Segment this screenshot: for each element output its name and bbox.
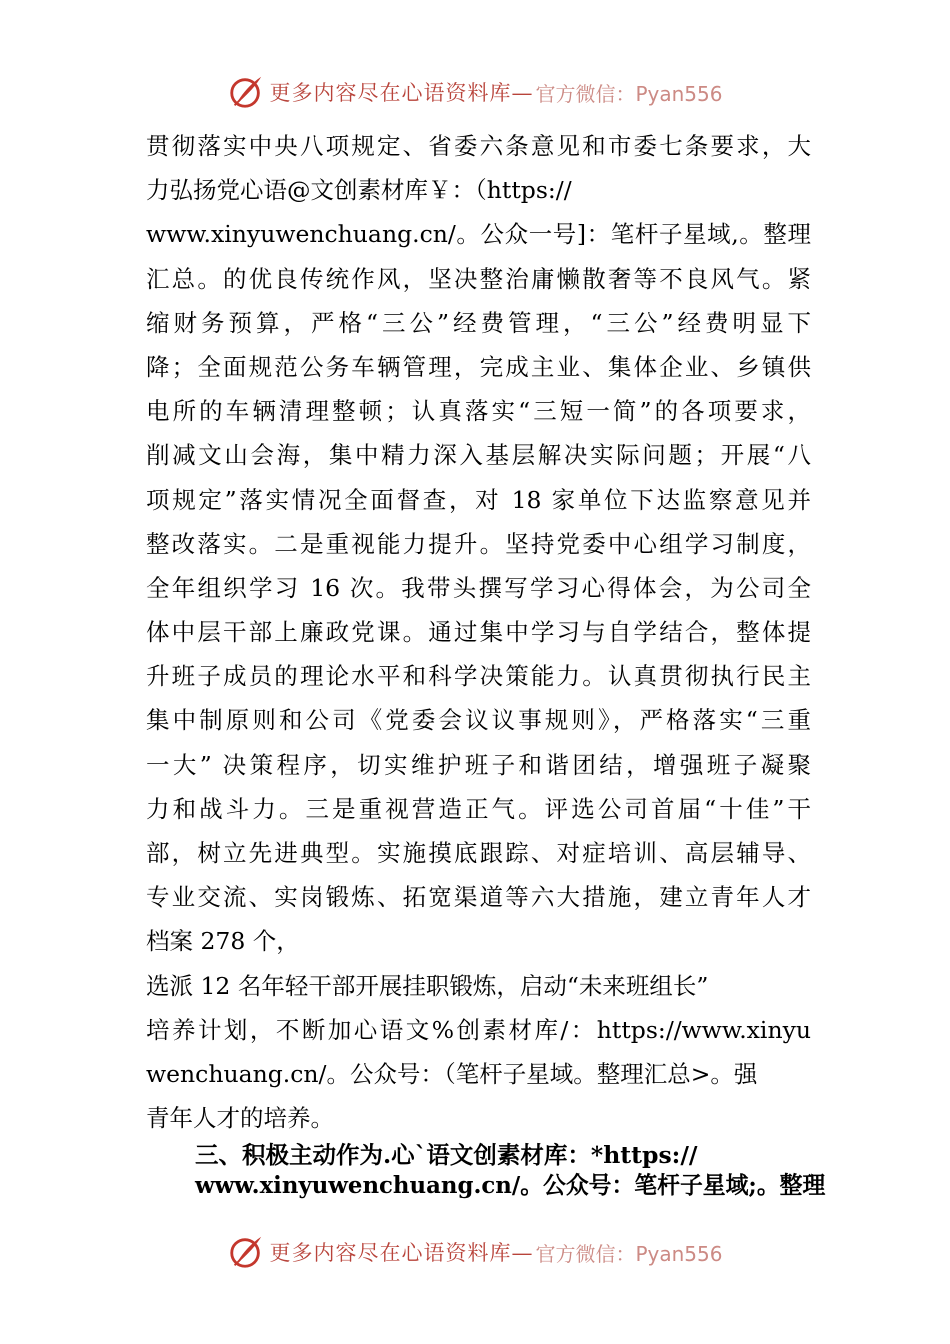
paragraph-line: 汇总。的优良传统作风，坚决整治庸懒散奢等不良风气。紧 (146, 264, 811, 293)
paragraph-line: 力和战斗力。三是重视营造正气。评选公司首届“十佳”干 (146, 794, 811, 823)
paragraph-line: 力弘扬党心语@文创素材库￥：（https:// (146, 176, 572, 205)
banner-wechat: 官方微信：Pyan556 (535, 1241, 723, 1266)
section-heading (195, 1140, 825, 1200)
paragraph-line: 升班子成员的理论水平和科学决策能力。认真贯彻执行民主 (146, 662, 811, 691)
paragraph-line: 选派 12 名年轻干部开展挂职锻炼，启动“未来班组长” (146, 971, 709, 1000)
footer-watermark (0, 1232, 950, 1272)
quill-logo-icon (227, 1233, 265, 1271)
paragraph-line: wenchuang.cn/。公众号：（笔杆子星域。整理汇总>。强 (146, 1059, 758, 1088)
paragraph-line: 整改落实。二是重视能力提升。坚持党委中心组学习制度， (146, 529, 811, 558)
paragraph-line: 缩财务预算，严格“三公”经费管理，“三公”经费明显下 (146, 308, 811, 337)
paragraph-line: 集中制原则和公司《党委会议议事规则》，严格落实“三重 (146, 706, 811, 735)
paragraph-line: 档案 278 个， (146, 927, 300, 956)
paragraph-line: 全年组织学习 16 次。我带头撰写学习心得体会，为公司全 (146, 573, 811, 602)
paragraph-line: 专业交流、实岗锻炼、拓宽渠道等六大措施，建立青年人才 (146, 883, 811, 912)
paragraph-line: 部，树立先进典型。实施摸底跟踪、对症培训、高层辅导、 (146, 839, 811, 867)
paragraph-line: 削减文山会海，集中精力深入基层解决实际问题；开展“八 (146, 441, 811, 470)
quill-logo-icon (227, 73, 265, 111)
paragraph-line: 降；全面规范公务车辆管理，完成主业、集体企业、乡镇供 (146, 352, 811, 381)
heading-line: www.xinyuwenchuang.cn/。公众号：笔杆子星域;。整理 (195, 1171, 826, 1199)
paragraph-line: 电所的车辆清理整顿；认真落实“三短一简”的各项要求， (146, 397, 811, 426)
paragraph-line: 青年人才的培养。 (146, 1104, 334, 1133)
paragraph-line: 一大” 决策程序，切实维护班子和谐团结，增强班子凝聚 (146, 750, 811, 779)
banner-wechat: 官方微信：Pyan556 (535, 81, 723, 106)
header-watermark (0, 72, 950, 112)
paragraph-line: 贯彻落实中央八项规定、省委六条意见和市委七条要求，大 (146, 132, 811, 160)
paragraph-line: 培养计划，不断加心语文%创素材库/：https://www.xinyu (146, 1015, 811, 1044)
paragraph-line: 体中层干部上廉政党课。通过集中学习与自学结合，整体提 (146, 618, 811, 647)
heading-line: 三、积极主动作为.心`语文创素材库：*https:// (195, 1141, 698, 1169)
banner-slogan: 更多内容尽在心语资料库— (269, 1241, 534, 1265)
body-paragraph (146, 124, 811, 1140)
paragraph-line: 项规定”落实情况全面督查，对 18 家单位下达监察意见并 (146, 485, 811, 514)
banner-slogan: 更多内容尽在心语资料库— (269, 81, 534, 105)
paragraph-line: www.xinyuwenchuang.cn/。公众一号]：笔杆子星域,。整理 (146, 220, 811, 249)
